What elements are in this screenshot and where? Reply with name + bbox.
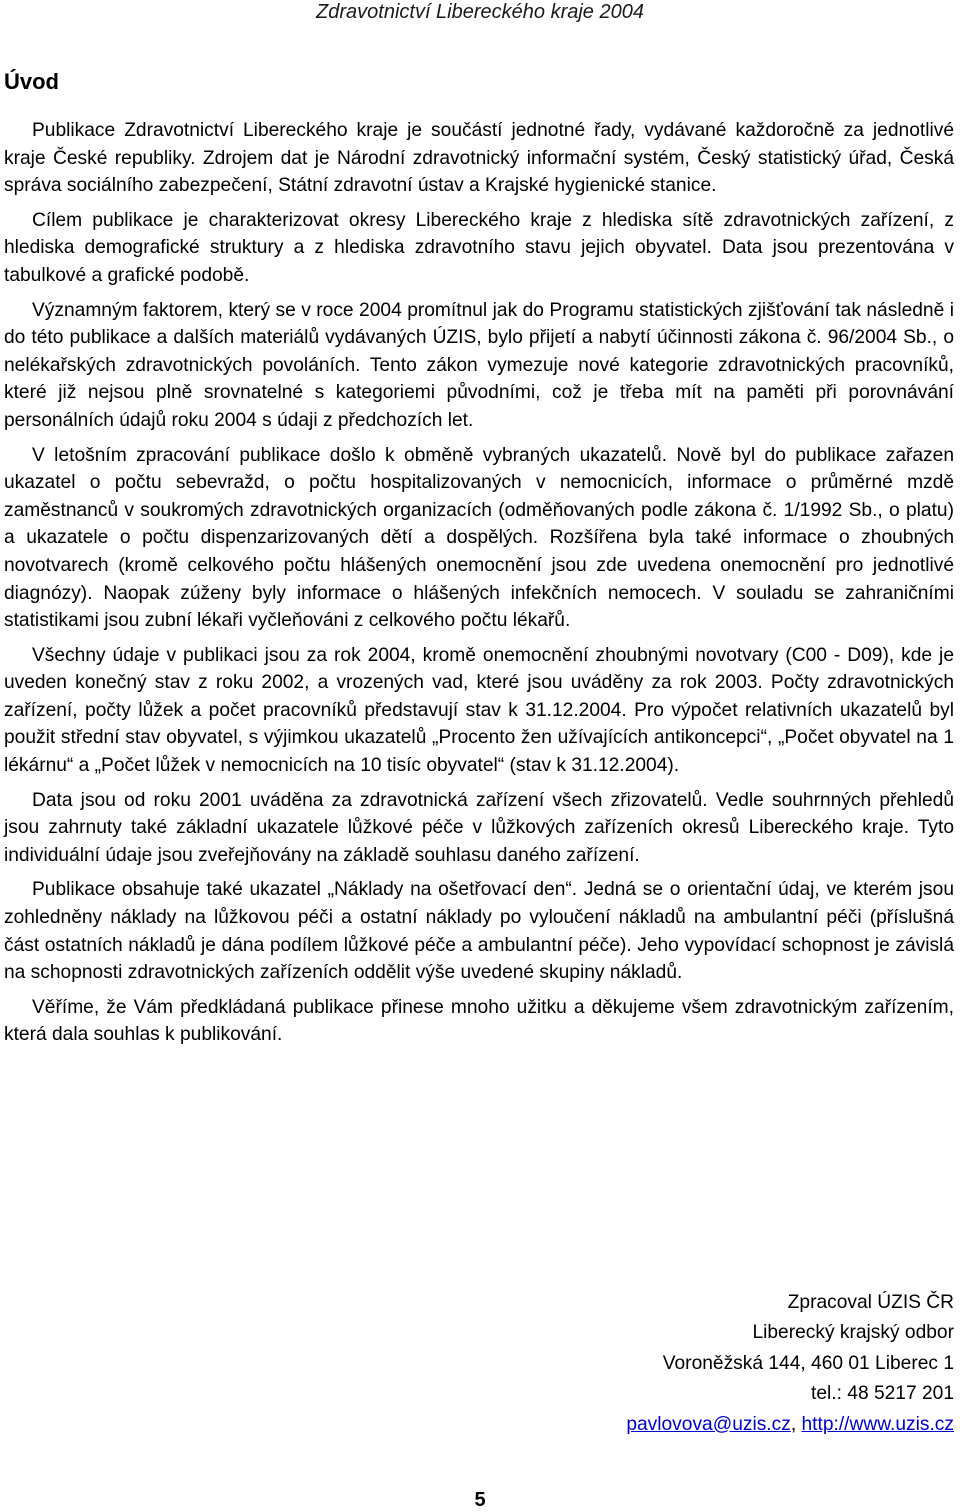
links-separator: , bbox=[790, 1413, 802, 1435]
signature-author: Zpracoval ÚZIS ČR bbox=[787, 1292, 954, 1313]
body-text bbox=[4, 117, 954, 1056]
signature-block bbox=[626, 1288, 954, 1440]
paragraph-facilities: Data jsou od roku 2001 uváděna za zdravotnická zařízení všech zřizovatelů. Vedle souhrnných přehledů jsou zahrnuty také základní ukazatele lůžkové péče v lůžkových zařízeních okresů Libereckého kraje. Tyto individuální údaje jsou zveřejňovány na základě souhlasu daného zařízení. bbox=[4, 789, 954, 866]
signature-phone: tel.: 48 5217 201 bbox=[811, 1383, 954, 1405]
signature-department: Liberecký krajský odbor bbox=[752, 1322, 954, 1344]
page-title: Úvod bbox=[4, 69, 59, 94]
paragraph-costs: Publikace obsahuje také ukazatel „Náklady na ošetřovací den“. Jedná se o orientační údaj, ve kterém jsou zohledněny náklady na lůžkovou péči a ostatní náklady po vyloučení nákladů na ambulantní péči (příslušná část ostatních nákladů je dána podílem lůžkové péče a ambulantní péče). Jeho vypovídací schopnost je závislá na schopnosti zdravotnických zařízeních oddělit výše uvedené skupiny nákladů. bbox=[4, 879, 954, 984]
paragraph-indicators: V letošním zpracování publikace došlo k obměně vybraných ukazatelů. Nově byl do publikace zařazen ukazatel o počtu sebevražd, o počtu hospitalizovaných v nemocnicích, informace o průměrné mzdě zaměstnanců v soukromých zdravotnických organizacích (odměňovaných podle zákona č. 1/1992 Sb., o platu) a ukazatele o počtu dispenzarizovaných dětí a dospělých. Rozšířena byla také informace o zhoubných novotvarech (kromě celkového počtu hlášených onemocnění jsou zde uvedena onemocnění pro jednotlivé diagnózy). Naopak zúženy byly informace o hlášených infekčních nemocech. V souladu se zahraničními statistikami jsou zubní lékaři vyčleňováni z celkového počtu lékařů. bbox=[4, 444, 954, 632]
paragraph-data-years: Všechny údaje v publikaci jsou za rok 2004, kromě onemocnění zhoubnými novotvary (C00 - D09), kde je uveden konečný stav z roku 2002, a vrozených vad, které jsou uváděny za rok 2003. Počty zdravotnických zařízení, počty lůžek a počet pracovníků představují stav k 31.12.2004. Pro výpočet relativních ukazatelů byl použit střední stav obyvatel, s výjimkou ukazatelů „Procento žen užívajících antikoncepci“, „Počet obyvatel na 1 lékárnu“ a „Počet lůžek v nemocnicích na 10 tisíc obyvatel“ (stav k 31.12.2004). bbox=[4, 644, 954, 777]
header-divider bbox=[0, 26, 960, 27]
email-link[interactable]: pavlovova@uzis.cz bbox=[626, 1413, 791, 1435]
signature-address: Voroněžská 144, 460 01 Liberec 1 bbox=[662, 1352, 954, 1374]
website-link[interactable]: http://www.uzis.cz bbox=[801, 1413, 954, 1435]
running-header: Zdravotnictví Libereckého kraje 2004 bbox=[316, 1, 644, 23]
paragraph-intro: Publikace Zdravotnictví Libereckého kraje je součástí jednotné řady, vydávané každoročně za jednotlivé kraje České republiky. Zdrojem dat je Národní zdravotnický informační systém, Český statistický úřad, Česká správa sociálního zabezpečení, Státní zdravotní ústav a Krajské hygienické stanice. bbox=[4, 120, 954, 197]
signature-links bbox=[626, 1410, 954, 1440]
paragraph-law: Významným faktorem, který se v roce 2004 promítnul jak do Programu statistických zjišťování tak následně i do této publikace a dalších materiálů vydávaných ÚZIS, bylo přijetí a nabytí účinnosti zákona č. 96/2004 Sb., o nelékařských zdravotnických povoláních. Tento zákon vymezuje nové kategorie zdravotnických pracovníků, které již nejsou plně srovnatelné s kategoriemi původními, což je třeba mít na paměti při porovnávání personálních údajů roku 2004 s údaji z předchozích let. bbox=[4, 299, 954, 431]
page-number: 5 bbox=[474, 1489, 486, 1511]
paragraph-thanks: Věříme, že Vám předkládaná publikace přinese mnoho užitku a děkujeme všem zdravotnickým zařízením, která dala souhlas k publikování. bbox=[4, 996, 954, 1046]
paragraph-goal: Cílem publikace je charakterizovat okresy Libereckého kraje z hlediska sítě zdravotnických zařízení, z hlediska demografické struktury a z hlediska zdravotního stavu jejich obyvatel. Data jsou prezentována v tabulkové a grafické podobě. bbox=[4, 209, 954, 286]
